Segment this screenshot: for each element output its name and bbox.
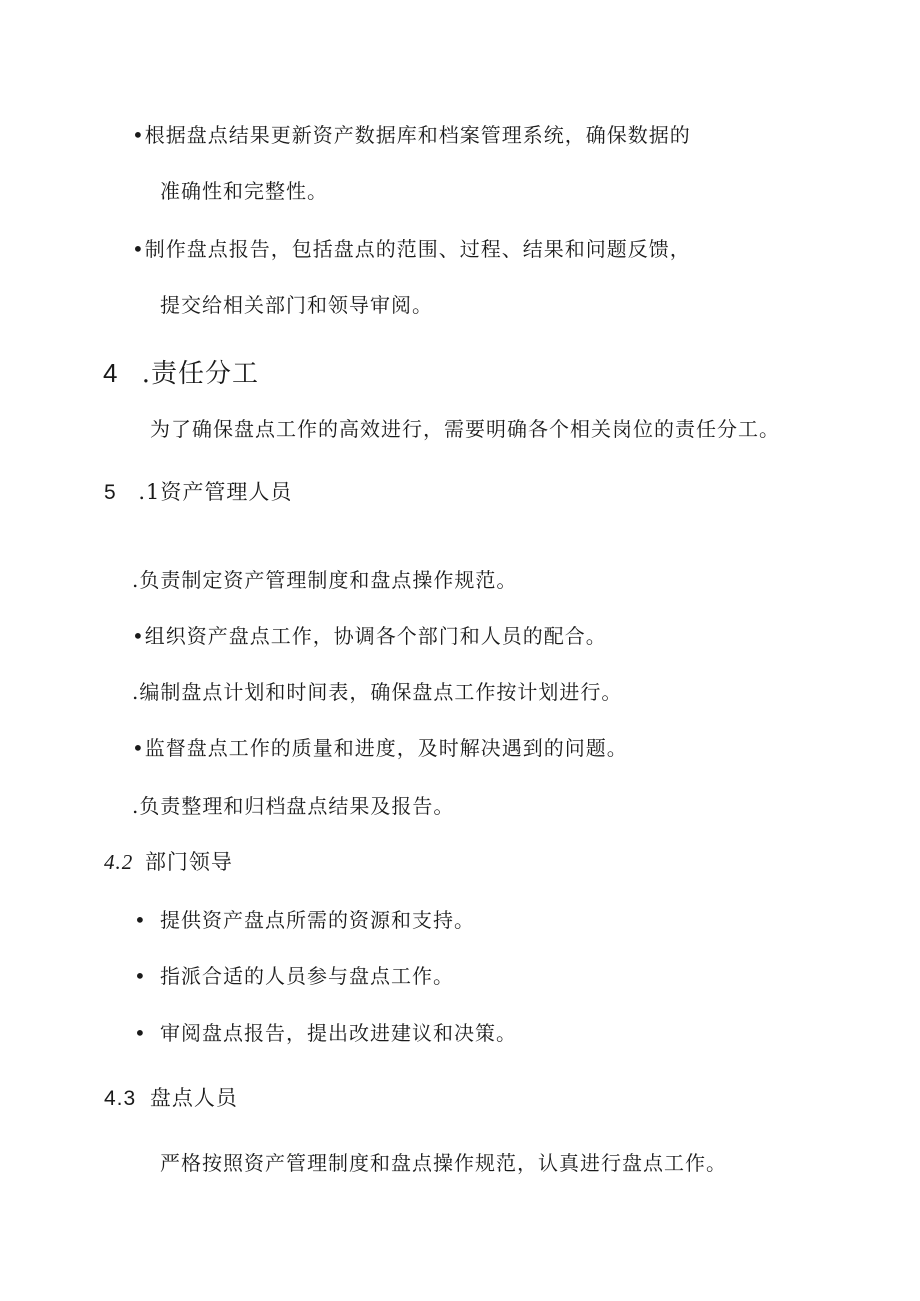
bullet-icon: • [134,1021,146,1045]
list-item: •根据盘点结果更新资产数据库和档案管理系统，确保数据的 [132,123,691,147]
subsection-heading [104,848,233,876]
subsection-number: 4.2 [104,850,134,874]
paragraph: 严格按照资产管理制度和盘点操作规范，认真进行盘点工作。 [160,1151,727,1175]
list-item-text: 指派合适的人员参与盘点工作。 [160,964,454,988]
subsection-number: 4.3 [104,1087,137,1110]
list-item-text: 审阅盘点报告，提出改进建议和决策。 [160,1021,517,1045]
list-item: •制作盘点报告，包括盘点的范围、过程、结果和问题反馈， [132,237,691,261]
list-item: •组织资产盘点工作，协调各个部门和人员的配合。 [132,624,607,648]
section-title: .责任分工 [141,359,259,389]
subsection-title: 部门领导 [144,850,233,874]
subsection-heading [104,1084,238,1113]
section-heading [103,356,259,391]
bullet-icon: • [134,908,146,932]
list-item: .负责整理和归档盘点结果及报告。 [132,794,455,818]
subsection-title: 盘点人员 [149,1086,238,1110]
section-number: 4 [103,358,119,388]
paragraph: 为了确保盘点工作的高效进行，需要明确各个相关岗位的责任分工。 [150,417,780,441]
list-item-continuation: 提交给相关部门和领导审阅。 [160,293,433,317]
bullet-icon: • [134,964,146,988]
list-item: .编制盘点计划和时间表，确保盘点工作按计划进行。 [132,680,623,704]
list-item: •监督盘点工作的质量和进度，及时解决遇到的问题。 [132,736,628,760]
list-item-text: 提供资产盘点所需的资源和支持。 [160,908,475,932]
list-item-continuation: 准确性和完整性。 [160,179,328,203]
subsection-heading [104,478,292,507]
subsection-title: .1资产管理人员 [138,480,293,504]
subsection-number: 5 [104,481,117,504]
list-item: .负责制定资产管理制度和盘点操作规范。 [132,568,518,592]
